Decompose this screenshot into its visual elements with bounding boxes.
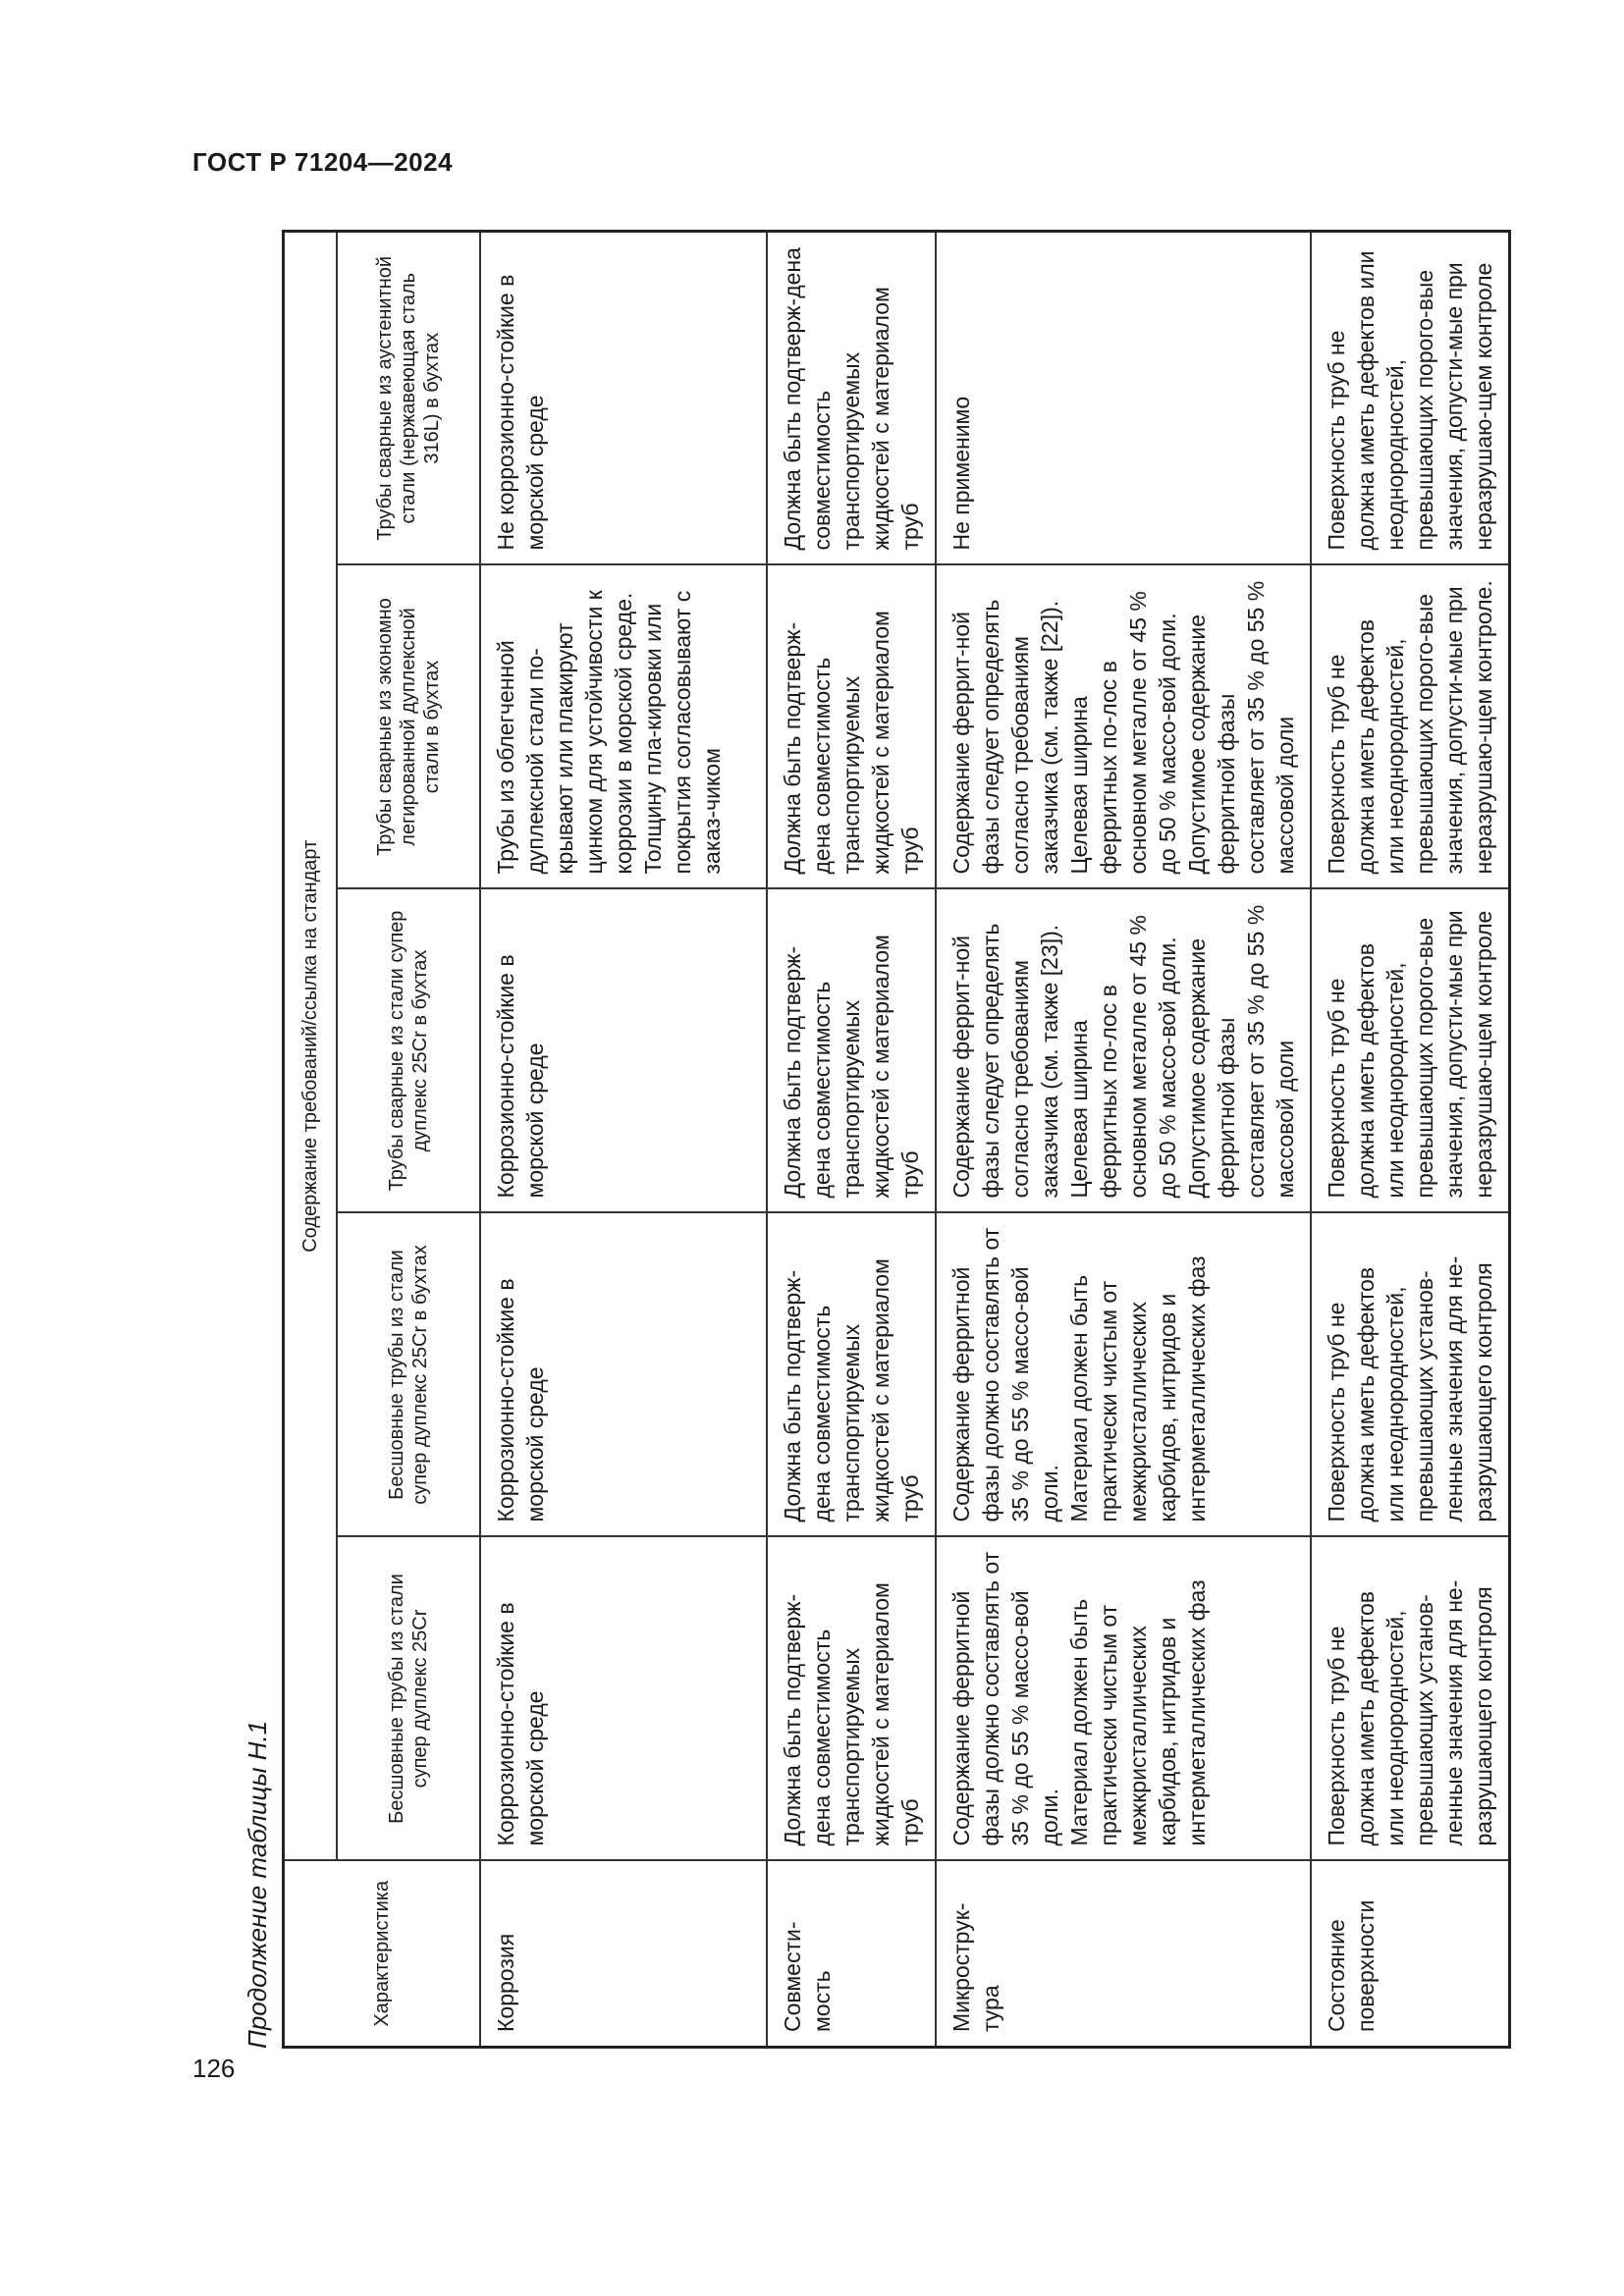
column-header: Характеристика <box>284 1861 481 2048</box>
page-number: 126 <box>192 2054 236 2083</box>
table-cell: Должна быть подтверж-дена совместимость транспортируемых жидкостей с материалом труб <box>767 565 936 889</box>
table-cell: Поверхность труб не должна иметь дефектов или неоднородностей, превышающих порого-вые значения, допусти-мые при неразрушаю-щем контроле <box>1311 231 1510 564</box>
table-cell: Трубы из облегченной дуплексной стали по-крывают или плакируют цинком для устойчивости к коррозии в морской среде. Толщину пла-кировки или покрытия согласовывают с заказ-чиком <box>480 565 767 889</box>
header-row-group <box>284 231 338 2047</box>
column-header: Трубы сварные из экономно легированной дуплексной стали в бухтах <box>337 565 480 889</box>
table-row-surface <box>1311 231 1510 2047</box>
table-caption: Продолжение таблицы Н.1 <box>243 1720 272 2049</box>
table-cell: Должна быть подтверж-дена совместимость транспортируемых жидкостей с материалом труб <box>767 231 936 564</box>
column-header: Бесшовные трубы из стали супер дуплекс 25Cr в бухтах <box>337 1213 480 1537</box>
table-cell: Не коррозионно-стойкие в морской среде <box>480 231 767 564</box>
table-cell: Коррозионно-стойкие в морской среде <box>480 1213 767 1537</box>
table-cell: Содержание ферритной фазы должно составлять от 35 % до 55 % массо-вой доли. Материал должен быть практически чистым от межкристаллических карбидов, нитридов и интерметаллических фаз <box>936 1537 1311 1861</box>
table-cell: Коррозионно-стойкие в морской среде <box>480 889 767 1213</box>
row-label: Коррозия <box>480 1861 767 2048</box>
group-header: Содержание требований/ссылка на стандарт <box>284 231 338 1860</box>
table-cell: Содержание феррит-ной фазы следует определять согласно требованиям заказчика (см. также [23]). Целевая ширина ферритных по-лос в основном металле от 45 % до 50 % массо-вой доли. Допустимое содержание ферритной фазы составляет от 35 % до 55 % массовой доли <box>936 889 1311 1213</box>
table-cell: Поверхность труб не должна иметь дефектов или неоднородностей, превышающих установ-ленные значения для не-разрушающего контроля <box>1311 1537 1510 1861</box>
table-cell: Коррозионно-стойкие в морской среде <box>480 1537 767 1861</box>
column-header: Бесшовные трубы из стали супер дуплекс 25Cr <box>337 1537 480 1861</box>
column-header: Трубы сварные из стали супер дуплекс 25Cr в бухтах <box>337 889 480 1213</box>
table-row-microstructure <box>936 231 1311 2047</box>
table-cell: Поверхность труб не должна иметь дефектов или неоднородностей, превышающих порого-вые значения, допусти-мые при неразрушаю-щем контроле. <box>1311 565 1510 889</box>
row-label: Совмести-мость <box>767 1861 936 2048</box>
table-cell: Поверхность труб не должна иметь дефектов или неоднородностей, превышающих установ-ленные значения для не-разрушающего контроля <box>1311 1213 1510 1537</box>
table-cell: Должна быть подтверж-дена совместимость транспортируемых жидкостей с материалом труб <box>767 1213 936 1537</box>
table-cell: Должна быть подтверж-дена совместимость транспортируемых жидкостей с материалом труб <box>767 1537 936 1861</box>
table-cell: Поверхность труб не должна иметь дефектов или неоднородностей, превышающих порого-вые значения, допусти-мые при неразрушаю-щем контроле <box>1311 889 1510 1213</box>
rotated-table-area <box>236 233 1496 2049</box>
column-header: Трубы сварные из аустенитной стали (нержавеющая сталь 316L) в бухтах <box>337 231 480 564</box>
table-cell: Содержание феррит-ной фазы следует определять согласно требованиям заказчика (см. также [22]). Целевая ширина ферритных по-лос в основном металле от 45 % до 50 % массо-вой доли. Допустимое содержание ферритной фазы составляет от 35 % до 55 % массовой доли <box>936 565 1311 889</box>
table-cell: Содержание ферритной фазы должно составлять от 35 % до 55 % массо-вой доли. Материал должен быть практически чистым от межкристаллических карбидов, нитридов и интерметаллических фаз <box>936 1213 1311 1537</box>
table-cell: Должна быть подтверж-дена совместимость транспортируемых жидкостей с материалом труб <box>767 889 936 1213</box>
table-row-compatibility <box>767 231 936 2047</box>
table-row-corrosion <box>480 231 767 2047</box>
requirements-table <box>282 230 1511 2049</box>
document-header: ГОСТ Р 71204—2024 <box>192 147 454 177</box>
table-cell: Не применимо <box>936 231 1311 564</box>
row-label: Микрострук-тура <box>936 1861 1311 2048</box>
header-row-columns <box>337 231 480 2047</box>
row-label: Состояние поверхности <box>1311 1861 1510 2048</box>
